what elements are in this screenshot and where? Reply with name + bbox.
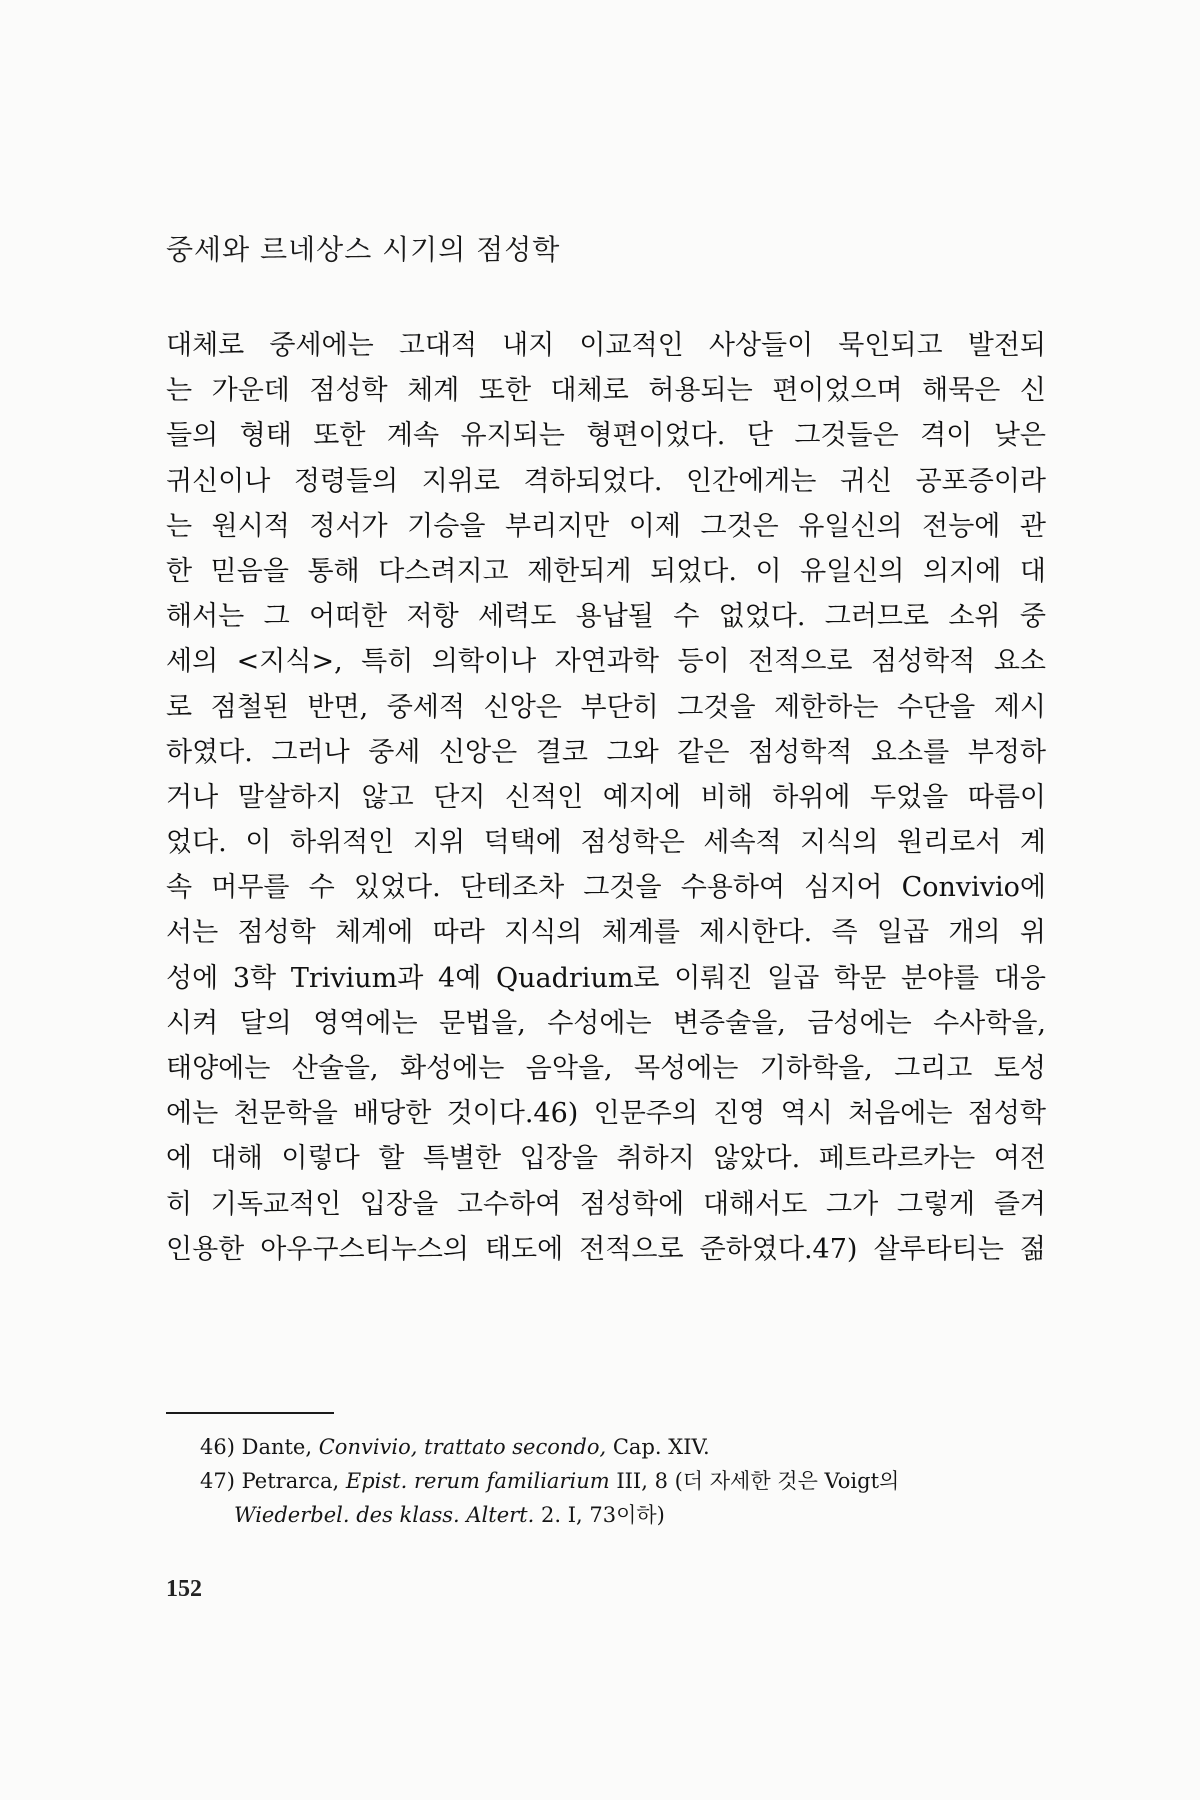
body-line: 로 점철된 반면, 중세적 신앙은 부단히 그것을 제한하는 수단을 제시 [166, 691, 1046, 723]
body-line: 서는 점성학 체계에 따라 지식의 체계를 제시한다. 즉 일곱 개의 위 [166, 917, 1046, 949]
body-line: 귀신이나 정령들의 지위로 격하되었다. 인간에게는 귀신 공포증이라 [166, 465, 1046, 497]
body-line: 속 머무를 수 있었다. 단테조차 그것을 수용하여 심지어 Convivio에 [166, 872, 1046, 904]
body-line: 히 기독교적인 입장을 고수하여 점성학에 대해서도 그가 그렇게 즐겨 [166, 1188, 1046, 1220]
body-line: 태양에는 산술을, 화성에는 음악을, 목성에는 기하학을, 그리고 토성 [166, 1053, 1046, 1084]
footnote-rest: III, 8 (더 자세한 것은 Voigt의 [616, 1469, 900, 1493]
body-line: 거나 말살하지 않고 단지 신적인 예지에 비해 하위에 두었을 따름이 [166, 781, 1046, 813]
body-line: 는 가운데 점성학 체계 또한 대체로 허용되는 편이었으며 해묵은 신 [166, 375, 1046, 407]
footnote-47-continuation [200, 1498, 1044, 1532]
body-line: 들의 형태 또한 계속 유지되는 형편이었다. 단 그것들은 격이 낮은 [166, 420, 1046, 452]
body-line: 한 믿음을 통해 다스려지고 제한되게 되었다. 이 유일신의 의지에 대 [166, 555, 1046, 587]
body-line: 세의 <지식>, 특히 의학이나 자연과학 등이 전적으로 점성학적 요소 [166, 646, 1046, 678]
page-number: 152 [166, 1576, 202, 1602]
body-line: 하였다. 그러나 중세 신앙은 결코 그와 같은 점성학적 요소를 부정하 [166, 736, 1046, 768]
footnote-title: Convivio, trattato secondo, [318, 1435, 607, 1459]
footnote-46 [200, 1430, 1044, 1464]
footnote-mark: 46) [200, 1435, 235, 1459]
body-line: 시켜 달의 영역에는 문법을, 수성에는 변증술을, 금성에는 수사학을, [166, 1007, 1046, 1039]
footnote-divider [166, 1412, 334, 1414]
footnote-author: Petrarca, [241, 1469, 340, 1493]
running-head: 중세와 르네상스 시기의 점성학 [166, 233, 561, 266]
footnote-rest: 2. I, 73이하) [540, 1503, 665, 1527]
body-paragraph [166, 323, 1046, 1272]
body-line: 는 원시적 정서가 기승을 부리지만 이제 그것은 유일신의 전능에 관 [166, 510, 1046, 542]
body-line: 인용한 아우구스티누스의 태도에 전적으로 준하였다.47) 살루타티는 젊 [166, 1233, 1046, 1265]
body-line: 해서는 그 어떠한 저항 세력도 용납될 수 없었다. 그러므로 소위 중 [166, 601, 1046, 633]
footnote-rest: Cap. XIV. [612, 1435, 710, 1459]
body-line: 성에 3학 Trivium과 4예 Quadrium로 이뤄진 일곱 학문 분야를 대응 [166, 962, 1046, 994]
footnote-title: Wiederbel. des klass. Altert. [234, 1503, 535, 1527]
footnote-47 [200, 1464, 1044, 1498]
body-line: 에 대해 이렇다 할 특별한 입장을 취하지 않았다. 페트라르카는 여전 [166, 1143, 1046, 1175]
body-line: 대체로 중세에는 고대적 내지 이교적인 사상들이 묵인되고 발전되 [166, 330, 1046, 361]
footnote-mark: 47) [200, 1469, 235, 1493]
footnotes [200, 1430, 1044, 1532]
footnote-author: Dante, [241, 1435, 313, 1459]
book-page [166, 0, 1046, 1800]
body-line: 었다. 이 하위적인 지위 덕택에 점성학은 세속적 지식의 원리로서 계 [166, 827, 1046, 859]
footnote-title: Epist. rerum familiarium [345, 1469, 610, 1493]
body-line: 에는 천문학을 배당한 것이다.46) 인문주의 진영 역시 처음에는 점성학 [166, 1098, 1046, 1130]
